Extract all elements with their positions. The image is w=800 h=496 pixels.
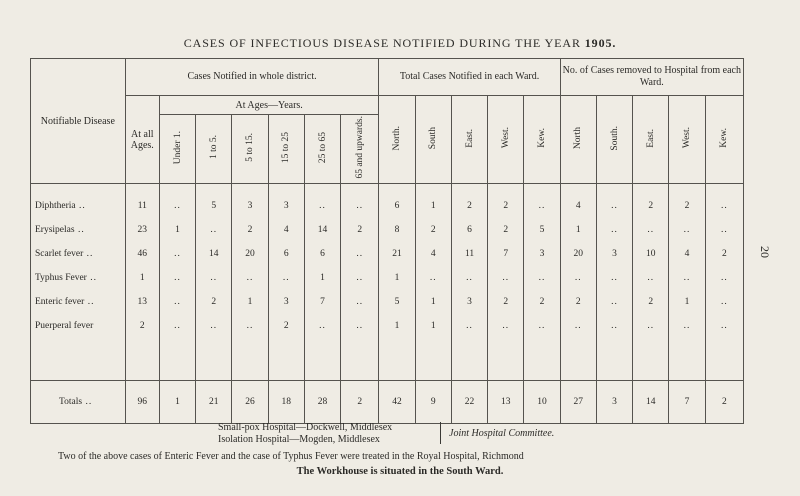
count-cell: 3 xyxy=(232,194,268,218)
totals-section xyxy=(31,381,744,424)
count-cell: 3 xyxy=(268,194,304,218)
count-cell: 2 xyxy=(451,194,487,218)
count-cell: 2 xyxy=(415,218,451,242)
empty-cell xyxy=(669,338,705,381)
count-cell: .. xyxy=(268,266,304,290)
total-cell: 26 xyxy=(232,381,268,424)
header-removed-wards: No. of Cases removed to Hospital from each Ward. xyxy=(560,59,743,96)
age-label: 5 to 15. xyxy=(245,133,256,162)
ward-label: South xyxy=(428,126,439,150)
count-cell: 8 xyxy=(379,218,415,242)
count-cell: .. xyxy=(560,314,596,338)
ward-label: Kew. xyxy=(719,128,730,148)
count-cell: .. xyxy=(304,194,340,218)
total-cell: 22 xyxy=(451,381,487,424)
total-cell: 42 xyxy=(379,381,415,424)
empty-cell xyxy=(341,184,379,195)
title-year: 1905. xyxy=(584,36,617,50)
empty-cell xyxy=(415,338,451,381)
empty-cell xyxy=(196,338,232,381)
disease-label: Diphtheria xyxy=(35,201,76,211)
total-cell: 18 xyxy=(268,381,304,424)
count-cell: 1 xyxy=(232,290,268,314)
disease-label: Puerperal fever xyxy=(35,321,94,331)
disease-label: Erysipelas xyxy=(35,225,75,235)
count-cell: 46 xyxy=(125,242,159,266)
count-cell: 2 xyxy=(524,290,560,314)
page-number: 20 xyxy=(758,246,772,258)
count-cell: 2 xyxy=(488,194,524,218)
count-cell: 2 xyxy=(341,218,379,242)
count-cell: 7 xyxy=(488,242,524,266)
ward-label: East. xyxy=(645,128,656,148)
count-cell: .. xyxy=(341,194,379,218)
count-cell: .. xyxy=(159,290,195,314)
page-title xyxy=(0,36,800,51)
empty-cell xyxy=(304,338,340,381)
count-cell: .. xyxy=(488,314,524,338)
table-row xyxy=(31,314,744,338)
ward-label: West. xyxy=(500,127,511,149)
totals-row xyxy=(31,381,744,424)
disease-label: Scarlet fever xyxy=(35,249,84,259)
leader-dots: .. xyxy=(83,249,94,259)
spacer-top xyxy=(31,184,744,195)
age-label: 1 to 5. xyxy=(208,135,219,160)
count-cell: .. xyxy=(705,314,743,338)
table-row xyxy=(31,290,744,314)
leader-dots: .. xyxy=(74,225,85,235)
ward-label: East. xyxy=(464,128,475,148)
count-cell: .. xyxy=(451,266,487,290)
empty-cell xyxy=(524,184,560,195)
empty-cell xyxy=(596,184,632,195)
count-cell: 14 xyxy=(196,242,232,266)
empty-cell xyxy=(705,184,743,195)
total-cell: 3 xyxy=(596,381,632,424)
count-cell: .. xyxy=(633,218,669,242)
disease-name xyxy=(31,194,126,218)
empty-cell xyxy=(596,338,632,381)
disease-name xyxy=(31,290,126,314)
empty-cell xyxy=(488,184,524,195)
total-cell: 1 xyxy=(159,381,195,424)
empty-cell xyxy=(268,338,304,381)
count-cell: .. xyxy=(596,314,632,338)
header-ward-removed xyxy=(560,96,596,184)
total-cell: 27 xyxy=(560,381,596,424)
disease-name xyxy=(31,218,126,242)
count-cell: 21 xyxy=(379,242,415,266)
count-cell: .. xyxy=(159,266,195,290)
count-cell: .. xyxy=(304,314,340,338)
footer-smallpox: Small-pox Hospital—Dockwell, Middlesex xyxy=(218,422,393,433)
header-age-band xyxy=(304,115,340,184)
count-cell: 2 xyxy=(125,314,159,338)
count-cell: 10 xyxy=(633,242,669,266)
ward-label: Kew. xyxy=(537,128,548,148)
count-cell: .. xyxy=(596,218,632,242)
header-ward-total xyxy=(524,96,560,184)
total-cell: 96 xyxy=(125,381,159,424)
empty-cell xyxy=(159,338,195,381)
disease-name xyxy=(31,314,126,338)
count-cell: .. xyxy=(705,194,743,218)
count-cell: 2 xyxy=(268,314,304,338)
header-ward-total xyxy=(379,96,415,184)
header-disease: Notifiable Disease xyxy=(31,59,126,184)
spacer-bot xyxy=(31,338,744,381)
count-cell: 11 xyxy=(125,194,159,218)
count-cell: .. xyxy=(524,266,560,290)
count-cell: .. xyxy=(159,194,195,218)
empty-cell xyxy=(341,338,379,381)
header-age-band xyxy=(341,115,379,184)
count-cell: 1 xyxy=(415,290,451,314)
disease-name xyxy=(31,266,126,290)
count-cell: 23 xyxy=(125,218,159,242)
count-cell: 20 xyxy=(232,242,268,266)
header-total-wards: Total Cases Notified in each Ward. xyxy=(379,59,560,96)
total-cell: 2 xyxy=(341,381,379,424)
table-row xyxy=(31,194,744,218)
count-cell: .. xyxy=(596,266,632,290)
count-cell: 1 xyxy=(304,266,340,290)
ward-label: South. xyxy=(609,125,620,151)
count-cell: .. xyxy=(232,266,268,290)
count-cell: 2 xyxy=(560,290,596,314)
disease-label: Enteric fever xyxy=(35,297,85,307)
total-cell: 10 xyxy=(524,381,560,424)
count-cell: .. xyxy=(669,218,705,242)
total-cell: 7 xyxy=(669,381,705,424)
leader-dots: .. xyxy=(84,297,95,307)
empty-cell xyxy=(125,338,159,381)
ward-label: North. xyxy=(392,125,403,151)
count-cell: .. xyxy=(596,194,632,218)
count-cell: 6 xyxy=(304,242,340,266)
count-cell: .. xyxy=(669,314,705,338)
header-ward-removed xyxy=(669,96,705,184)
count-cell: 2 xyxy=(196,290,232,314)
header-all-ages: At all Ages. xyxy=(125,96,159,184)
count-cell: .. xyxy=(488,266,524,290)
empty-cell xyxy=(31,338,126,381)
count-cell: .. xyxy=(196,314,232,338)
count-cell: .. xyxy=(159,314,195,338)
count-cell: 2 xyxy=(488,290,524,314)
count-cell: .. xyxy=(560,266,596,290)
count-cell: 1 xyxy=(159,218,195,242)
age-label: 15 to 25 xyxy=(281,131,292,164)
totals-name xyxy=(31,381,126,424)
empty-cell xyxy=(633,338,669,381)
header-ward-removed xyxy=(633,96,669,184)
count-cell: .. xyxy=(705,218,743,242)
footer-note: Two of the above cases of Enteric Fever and the case of Typhus Fever were treated in the Royal Hospital, Richmond xyxy=(58,451,524,462)
table-row xyxy=(31,242,744,266)
count-cell: .. xyxy=(705,266,743,290)
empty-cell xyxy=(669,184,705,195)
count-cell: .. xyxy=(705,290,743,314)
empty-cell xyxy=(304,184,340,195)
count-cell: .. xyxy=(196,218,232,242)
count-cell: 2 xyxy=(633,194,669,218)
count-cell: 1 xyxy=(379,314,415,338)
count-cell: 2 xyxy=(633,290,669,314)
total-cell: 28 xyxy=(304,381,340,424)
count-cell: 4 xyxy=(268,218,304,242)
count-cell: .. xyxy=(232,314,268,338)
count-cell: 1 xyxy=(379,266,415,290)
count-cell: .. xyxy=(341,314,379,338)
count-cell: 3 xyxy=(524,242,560,266)
header-ward-removed xyxy=(705,96,743,184)
count-cell: 1 xyxy=(415,194,451,218)
empty-cell xyxy=(125,184,159,195)
header-age-band xyxy=(268,115,304,184)
empty-cell xyxy=(159,184,195,195)
title-text: CASES OF INFECTIOUS DISEASE NOTIFIED DURING THE YEAR xyxy=(183,36,581,50)
count-cell: 6 xyxy=(268,242,304,266)
count-cell: .. xyxy=(415,266,451,290)
count-cell: 5 xyxy=(196,194,232,218)
count-cell: 1 xyxy=(560,218,596,242)
total-cell: 21 xyxy=(196,381,232,424)
count-cell: 2 xyxy=(232,218,268,242)
header-ward-total xyxy=(488,96,524,184)
count-cell: 3 xyxy=(268,290,304,314)
count-cell: 7 xyxy=(304,290,340,314)
footer-isolation: Isolation Hospital—Mogden, Middlesex xyxy=(218,434,380,445)
total-cell: 2 xyxy=(705,381,743,424)
table-row xyxy=(31,218,744,242)
header-age-band xyxy=(159,115,195,184)
table-row xyxy=(31,266,744,290)
header-age-band xyxy=(196,115,232,184)
count-cell: 6 xyxy=(379,194,415,218)
count-cell: 11 xyxy=(451,242,487,266)
empty-cell xyxy=(232,184,268,195)
disease-rows xyxy=(31,184,744,381)
header-district: Cases Notified in whole district. xyxy=(125,59,379,96)
count-cell: 1 xyxy=(415,314,451,338)
empty-cell xyxy=(232,338,268,381)
count-cell: .. xyxy=(633,314,669,338)
header-age-band xyxy=(232,115,268,184)
disease-table xyxy=(30,58,744,424)
disease-label: Typhus Fever xyxy=(35,273,87,283)
empty-cell xyxy=(268,184,304,195)
count-cell: 2 xyxy=(488,218,524,242)
empty-cell xyxy=(379,338,415,381)
count-cell: 5 xyxy=(524,218,560,242)
empty-cell xyxy=(196,184,232,195)
count-cell: 1 xyxy=(125,266,159,290)
footer-workhouse: The Workhouse is situated in the South Ward. xyxy=(296,466,504,477)
count-cell: 2 xyxy=(705,242,743,266)
leader-dots: .. xyxy=(86,273,97,283)
footer-committee: Joint Hospital Committee. xyxy=(449,428,555,439)
empty-cell xyxy=(524,338,560,381)
empty-cell xyxy=(560,338,596,381)
count-cell: 5 xyxy=(379,290,415,314)
header-ward-total xyxy=(451,96,487,184)
count-cell: .. xyxy=(451,314,487,338)
count-cell: 13 xyxy=(125,290,159,314)
empty-cell xyxy=(705,338,743,381)
header-ward-total xyxy=(415,96,451,184)
age-label: 25 to 65 xyxy=(317,131,328,164)
leader-dots: .. xyxy=(75,201,86,211)
totals-label: Totals xyxy=(59,397,83,407)
count-cell: 3 xyxy=(451,290,487,314)
empty-cell xyxy=(31,184,126,195)
count-cell: 4 xyxy=(669,242,705,266)
ward-label: West. xyxy=(682,127,693,149)
total-cell: 13 xyxy=(488,381,524,424)
leader-dots: .. xyxy=(82,397,93,407)
total-cell: 9 xyxy=(415,381,451,424)
empty-cell xyxy=(379,184,415,195)
count-cell: .. xyxy=(341,242,379,266)
empty-cell xyxy=(633,184,669,195)
count-cell: 1 xyxy=(669,290,705,314)
total-cell: 14 xyxy=(633,381,669,424)
count-cell: .. xyxy=(341,266,379,290)
count-cell: .. xyxy=(159,242,195,266)
empty-cell xyxy=(415,184,451,195)
count-cell: 4 xyxy=(560,194,596,218)
count-cell: 3 xyxy=(596,242,632,266)
count-cell: 4 xyxy=(415,242,451,266)
count-cell: .. xyxy=(669,266,705,290)
count-cell: 2 xyxy=(669,194,705,218)
count-cell: .. xyxy=(524,314,560,338)
count-cell: .. xyxy=(196,266,232,290)
count-cell: 6 xyxy=(451,218,487,242)
header-ward-removed xyxy=(596,96,632,184)
ward-label: North xyxy=(573,126,584,150)
age-label: 65 and upwards. xyxy=(354,116,365,179)
count-cell: 20 xyxy=(560,242,596,266)
count-cell: .. xyxy=(596,290,632,314)
brace xyxy=(440,422,445,444)
count-cell: 14 xyxy=(304,218,340,242)
count-cell: .. xyxy=(633,266,669,290)
count-cell: .. xyxy=(524,194,560,218)
disease-name xyxy=(31,242,126,266)
empty-cell xyxy=(451,184,487,195)
empty-cell xyxy=(488,338,524,381)
age-label: Under 1. xyxy=(172,130,183,165)
empty-cell xyxy=(560,184,596,195)
count-cell: .. xyxy=(341,290,379,314)
empty-cell xyxy=(451,338,487,381)
header-at-ages: At Ages—Years. xyxy=(159,96,379,115)
